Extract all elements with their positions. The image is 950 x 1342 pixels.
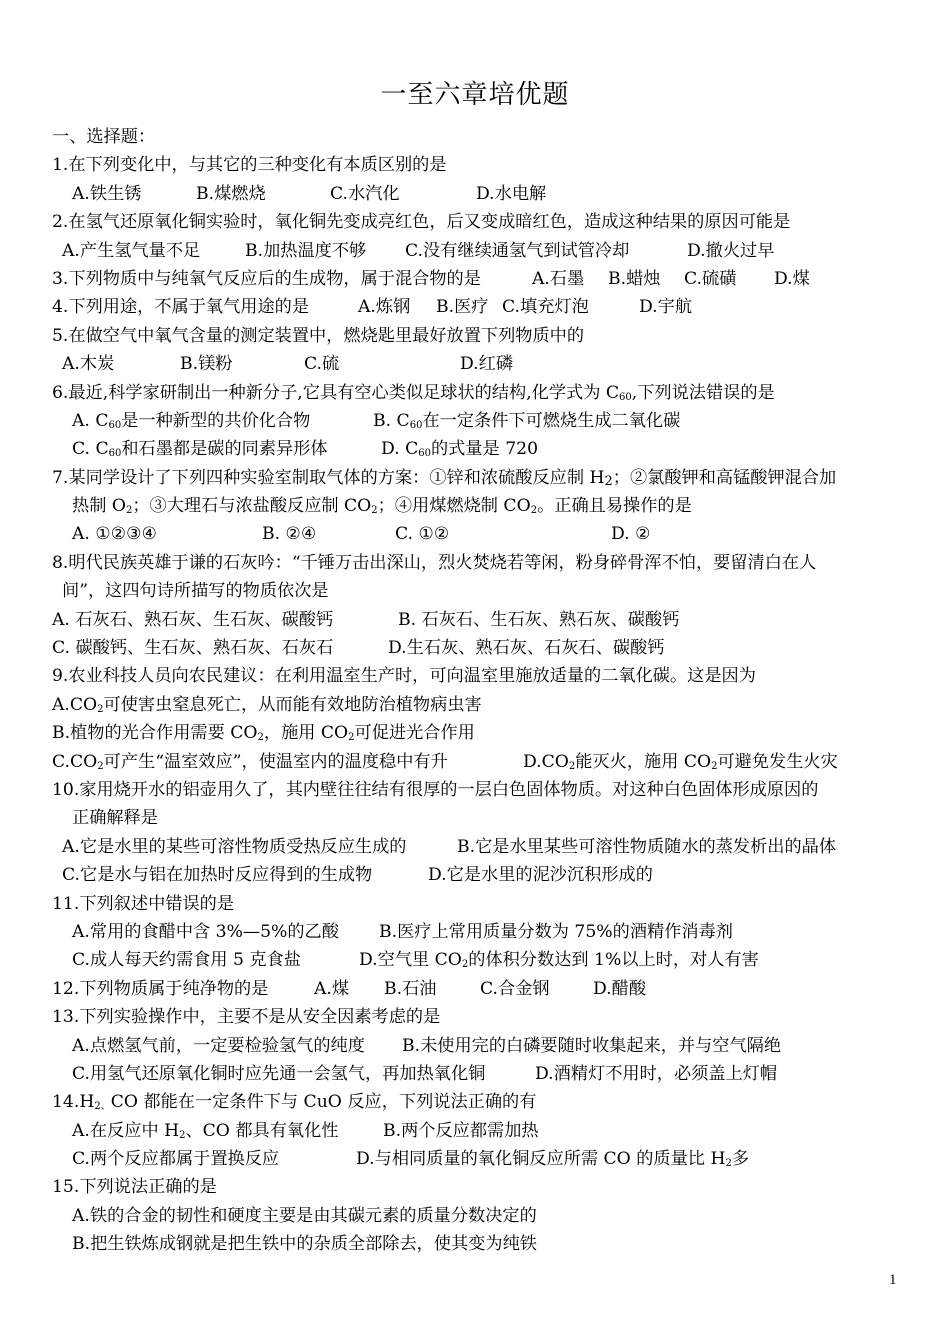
option-b: B.把生铁炼成钢就是把生铁中的杂质全部除去，使其变为纯铁	[72, 1234, 537, 1255]
question-1-options	[52, 180, 912, 208]
question-11-options-cd	[52, 946, 912, 974]
option-c: C.硫磺	[684, 268, 737, 289]
question-14-stem: $14.H_{2、}CO$ 都能在一定条件下与 CuO 反应，下列说法正确的有	[52, 1092, 537, 1113]
question-4	[52, 293, 912, 321]
option-c: C. $C_{60}$和石墨都是碳的同素异形体	[72, 439, 328, 460]
question-10-options-cd	[52, 861, 912, 889]
option-a: A.木炭	[62, 354, 115, 375]
option-b: B.石油	[384, 978, 437, 999]
option-b: B.蜡烛	[608, 268, 661, 289]
option-a: A.铁的合金的韧性和硬度主要是由其碳元素的质量分数决定的	[72, 1205, 537, 1226]
option-d: D.撤火过早	[687, 240, 775, 261]
question-12	[52, 975, 912, 1003]
option-d: D.与相同质量的氧化铜反应所需 CO 的质量比 $H_2$多	[356, 1149, 750, 1170]
option-a: $A.CO_2$可使害虫窒息死亡，从而能有效地防治植物病虫害	[52, 694, 482, 715]
question-7-stem-line-1: 7.某同学设计了下列四种实验室制取气体的方案：①锌和浓硫酸反应制 $H_2$；②氯酸钾和高锰酸钾混合加	[52, 467, 837, 489]
option-a: A.点燃氢气前，一定要检验氢气的纯度	[72, 1035, 365, 1056]
question-14-options-ab	[52, 1117, 912, 1145]
option-a: A.石墨	[532, 268, 585, 289]
question-5-options	[52, 350, 912, 378]
question-8-stem-line-1: 8.明代民族英雄于谦的石灰吟：“千锤万击出深山，烈火焚烧若等闲，粉身碎骨浑不怕，要留清白在人	[52, 552, 817, 573]
option-d: D.酒精灯不用时，必须盖上灯帽	[535, 1063, 778, 1084]
option-d: D.宇航	[639, 297, 693, 318]
question-1-stem: 1.在下列变化中，与其它的三种变化有本质区别的是	[52, 155, 447, 176]
option-a: A. 石灰石、熟石灰、生石灰、碳酸钙	[52, 609, 334, 630]
question-13-options-cd	[52, 1060, 912, 1088]
page-number: 1	[889, 1272, 897, 1288]
option-c: C.成人每天约需食用 5 克食盐	[72, 950, 301, 971]
option-c: C. ①②	[395, 524, 450, 545]
question-8-options-ab	[52, 606, 912, 634]
option-a: A.产生氢气量不足	[62, 240, 201, 261]
question-10-stem-line-1: 10.家用烧开水的铝壶用久了，其内壁往往结有很厚的一层白色固体物质。对这种白色固体形成原因的	[52, 779, 819, 800]
option-c: C.填充灯泡	[502, 297, 589, 318]
question-13-stem: 13.下列实验操作中，主要不是从安全因素考虑的是	[52, 1007, 441, 1028]
question-7-stem-line-2: 热制 $O_2$；③大理石与浓盐酸反应制 $CO_2$；④用煤燃烧制 $CO_2$。正确且易操作的是	[72, 496, 692, 517]
question-11-options-ab	[52, 918, 912, 946]
option-b: B. $C_{60}$在一定条件下可燃烧生成二氧化碳	[373, 410, 681, 431]
option-b: B.煤燃烧	[196, 183, 266, 204]
question-2-options	[52, 237, 912, 265]
option-d: D.水电解	[476, 183, 547, 204]
option-a: A.煤	[314, 978, 350, 999]
option-b: B. 石灰石、生石灰、熟石灰、碳酸钙	[398, 609, 680, 630]
question-15-stem: 15.下列说法正确的是	[52, 1177, 217, 1198]
option-c: C.两个反应都属于置换反应	[72, 1149, 280, 1170]
question-10-options-ab	[52, 833, 912, 861]
option-d: D.生石灰、熟石灰、石灰石、碳酸钙	[388, 638, 665, 659]
option-a: A.它是水里的某些可溶性物质受热反应生成的	[62, 836, 407, 857]
question-6-options-cd	[52, 435, 912, 463]
question-6-options-ab	[52, 407, 912, 435]
question-9-stem: 9.农业科技人员向农民建议：在利用温室生产时，可向温室里施放适量的二氧化碳。这是因为	[52, 666, 756, 687]
question-8-options-cd	[52, 634, 912, 662]
option-c: C.用氢气还原氧化铜时应先通一会氢气，再加热氧化铜	[72, 1063, 486, 1084]
question-3	[52, 265, 912, 293]
question-7-options	[52, 520, 912, 548]
option-a: A.常用的食醋中含 3%—5%的乙酸	[72, 921, 339, 942]
option-a: A.铁生锈	[72, 183, 142, 204]
question-5-stem: 5.在做空气中氧气含量的测定装置中，燃烧匙里最好放置下列物质中的	[52, 325, 585, 346]
option-b: B.它是水里某些可溶性物质随水的蒸发析出的晶体	[457, 836, 837, 857]
option-c: C.它是水与铝在加热时反应得到的生成物	[62, 865, 373, 886]
question-13-options-ab	[52, 1032, 912, 1060]
option-a: A. ①②③④	[72, 524, 157, 545]
option-d: D.红磷	[460, 354, 514, 375]
option-a: A.在反应中 $H_2$、CO 都具有氧化性	[72, 1120, 339, 1141]
option-c: C.没有继续通氢气到试管冷却	[405, 240, 630, 261]
option-b: B.两个反应都需加热	[383, 1120, 539, 1141]
option-d: D.煤	[774, 268, 810, 289]
question-3-stem: 3.下列物质中与纯氧气反应后的生成物，属于混合物的是	[52, 268, 481, 289]
question-14-options-cd	[52, 1145, 912, 1173]
section-heading: 一、选择题：	[52, 127, 156, 147]
question-4-stem: 4.下列用途，不属于氧气用途的是	[52, 297, 310, 318]
option-b: B.医疗上常用质量分数为 75%的酒精作消毒剂	[379, 921, 733, 942]
question-9-options-cd	[52, 748, 912, 776]
question-11-stem: 11.下列叙述中错误的是	[52, 893, 235, 914]
question-6-stem: 6.最近,科学家研制出一种新分子,它具有空心类似足球状的结构,化学式为 $C_{60}$,下列说法错误的是	[52, 382, 775, 403]
option-a: A. $C_{60}$是一种新型的共价化合物	[72, 410, 311, 431]
question-list	[52, 123, 912, 1259]
question-10-stem-line-2: 正确解释是	[72, 808, 158, 829]
option-b: B.植物的光合作用需要 $CO_2$，施用 $CO_2$可促进光合作用	[52, 723, 475, 744]
option-c: C. 碳酸钙、生石灰、熟石灰、石灰石	[52, 638, 334, 659]
option-d: D.醋酸	[593, 978, 647, 999]
option-c: C.硫	[304, 354, 340, 375]
option-d: D.它是水里的泥沙沉积形成的	[428, 865, 653, 886]
option-b: B.医疗	[436, 297, 489, 318]
option-d: D. $C_{60}$的式量是 720	[381, 439, 539, 460]
question-2-stem: 2.在氢气还原氧化铜实验时，氧化铜先变成亮红色，后又变成暗红色，造成这种结果的原因可能是	[52, 212, 791, 233]
option-c: C.合金钢	[480, 978, 550, 999]
option-b: B.未使用完的白磷要随时收集起来，并与空气隔绝	[402, 1035, 782, 1056]
option-c: C.水汽化	[330, 183, 400, 204]
option-d: D. ②	[611, 524, 651, 545]
option-a: A.炼钢	[358, 297, 411, 318]
option-b: B.加热温度不够	[245, 240, 367, 261]
question-12-stem: 12.下列物质属于纯净物的是	[52, 978, 269, 999]
option-d: $D.CO_2$能灭火，施用 $CO_2$可避免发生火灾	[523, 751, 838, 772]
page-title: 一至六章培优题	[380, 80, 570, 110]
option-c: $C.CO_2$可产生“温室效应”，使温室内的温度稳中有升	[52, 751, 448, 772]
option-b: B. ②④	[262, 524, 317, 545]
option-d: D.空气里 $CO_2$的体积分数达到 1%以上时，对人有害	[359, 950, 759, 971]
question-8-stem-line-2: 间”，这四句诗所描写的物质依次是	[62, 581, 329, 602]
option-b: B.镁粉	[180, 354, 233, 375]
